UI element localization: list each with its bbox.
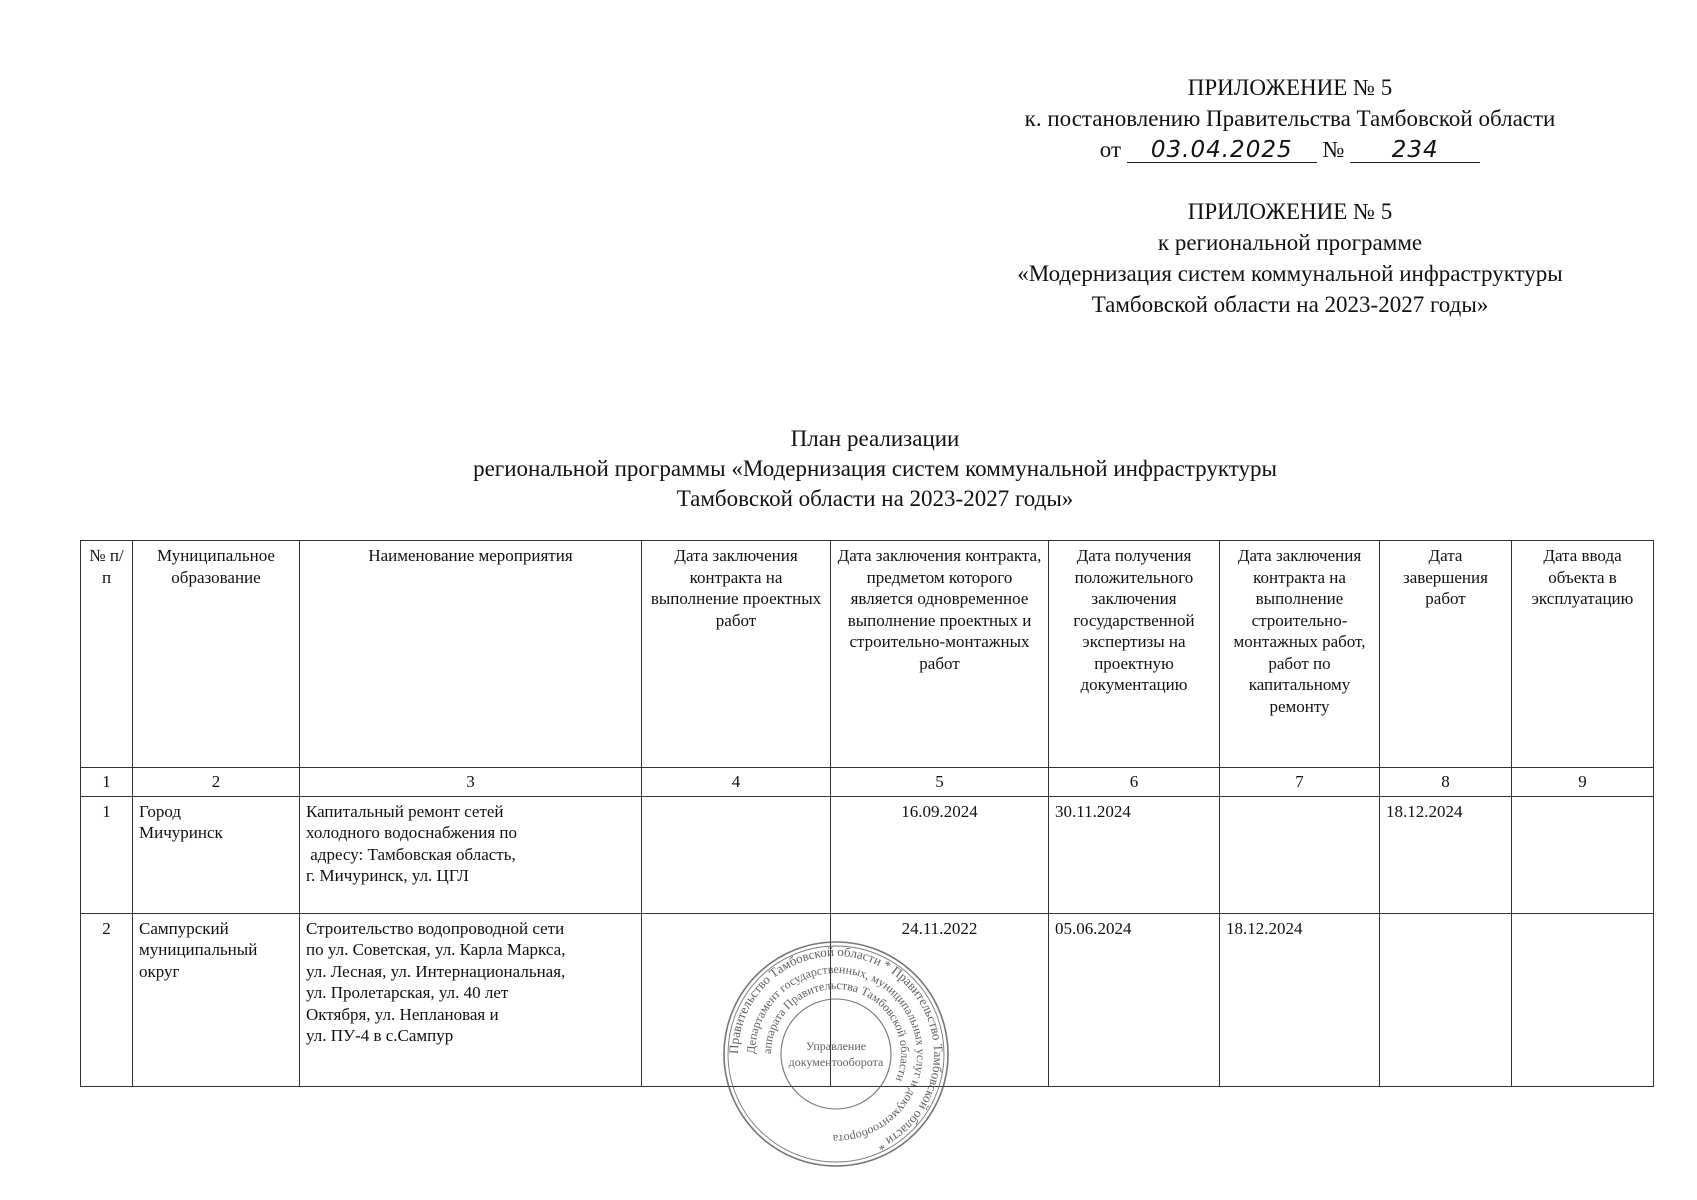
row-number: 1 [81,796,133,913]
row-design-contract [642,796,831,913]
activity-line: ул. Лесная, ул. Интернациональная, [306,961,566,981]
row-combined-contract: 16.09.2024 [831,796,1049,913]
municipality-line: Город [139,801,181,821]
official-stamp [722,940,950,1168]
column-number: 2 [133,768,300,797]
title-line-1: План реализации [790,426,960,451]
row-municipality [133,796,300,913]
program-appendix-ref: к региональной программе [1157,230,1423,255]
from-label: от [1099,137,1122,162]
municipality-line: Сампурский [139,918,229,938]
stamp-middle-text: Департамент государственных, муниципальных услуг и документооборота [743,961,929,1147]
col-header-num: № п/п [81,541,133,768]
activity-line: Капитальный ремонт сетей [306,801,504,821]
handwritten-date: 03.04.2025 [1127,138,1317,163]
row-activity [300,796,642,913]
row-commissioning [1512,796,1654,913]
column-number: 7 [1220,768,1380,797]
appendix-header-program [930,196,1650,320]
resolution-date-number [930,134,1650,165]
row-expertise: 30.11.2024 [1049,796,1220,913]
stamp-inner-text: аппарата Правительства Тамбовской области [759,977,913,1084]
column-number: 9 [1512,768,1654,797]
title-line-3: Тамбовской области на 2023-2027 годы» [676,486,1074,511]
column-number: 6 [1049,768,1220,797]
row-municipality [133,913,300,1086]
column-numbers-row [81,768,1654,797]
activity-line: Строительство водопроводной сети [306,918,565,938]
col-header-expertise: Дата получения положительного заключения государственной экспертизы на проектную документацию [1049,541,1220,768]
activity-line: Октября, ул. Неплановая и [306,1004,499,1024]
appendix-title: ПРИЛОЖЕНИЕ № 5 [1187,75,1393,100]
table-header-row [81,541,1654,768]
stamp-outer-text: Правительство Тамбовской области * Правительство Тамбовской области * [725,943,947,1155]
program-name-line2: Тамбовской области на 2023-2027 годы» [1091,292,1489,317]
column-number: 1 [81,768,133,797]
row-construction-contract: 18.12.2024 [1220,913,1380,1086]
program-name-line1: «Модернизация систем коммунальной инфраструктуры [1017,261,1563,286]
appendix-resolution-ref: к. постановлению Правительства Тамбовской области [1024,106,1556,131]
document-title [300,424,1450,514]
col-header-design-contract: Дата заключения контракта на выполнение проектных работ [642,541,831,768]
activity-line: г. Мичуринск, ул. ЦГЛ [306,866,469,885]
row-construction-contract [1220,796,1380,913]
activity-line: адресу: Тамбовская область, [306,844,516,864]
col-header-combined-contract: Дата заключения контракта, предметом которого является одновременное выполнение проектных и строительно-монтажных работ [831,541,1049,768]
municipality-line: округ [139,961,180,981]
col-header-construction-contract: Дата заключения контракта на выполнение строительно-монтажных работ, работ по капитальному ремонту [1220,541,1380,768]
col-header-commissioning: Дата ввода объекта в эксплуатацию [1512,541,1654,768]
stamp-center-line2: документооборота [788,1055,884,1069]
table-row [81,796,1654,913]
row-number: 2 [81,913,133,1086]
column-number: 5 [831,768,1049,797]
col-header-municipality: Муниципальное образование [133,541,300,768]
municipality-line: Мичуринск [139,823,223,842]
activity-line: по ул. Советская, ул. Карла Маркса, [306,940,566,959]
column-number: 8 [1380,768,1512,797]
number-label: № [1322,137,1345,162]
stamp-center-line1: Управление [805,1039,867,1053]
municipality-line: муниципальный [139,940,258,959]
handwritten-number: 234 [1350,138,1480,163]
column-number: 3 [300,768,642,797]
title-line-2: региональной программы «Модернизация систем коммунальной инфраструктуры [473,456,1277,481]
row-combined-contract: 24.11.2022 [831,913,1049,1086]
activity-line: ул. Пролетарская, ул. 40 лет [306,983,509,1002]
col-header-activity: Наименование мероприятия [300,541,642,768]
row-commissioning [1512,913,1654,1086]
column-number: 4 [642,768,831,797]
program-appendix-title: ПРИЛОЖЕНИЕ № 5 [1187,199,1393,224]
col-header-completion: Дата завершения работ [1380,541,1512,768]
row-completion: 18.12.2024 [1380,796,1512,913]
row-activity [300,913,642,1086]
row-expertise: 05.06.2024 [1049,913,1220,1086]
row-completion [1380,913,1512,1086]
activity-line: ул. ПУ-4 в с.Сампур [306,1026,454,1045]
activity-line: холодного водоснабжения по [306,823,518,842]
appendix-header-resolution [930,72,1650,165]
